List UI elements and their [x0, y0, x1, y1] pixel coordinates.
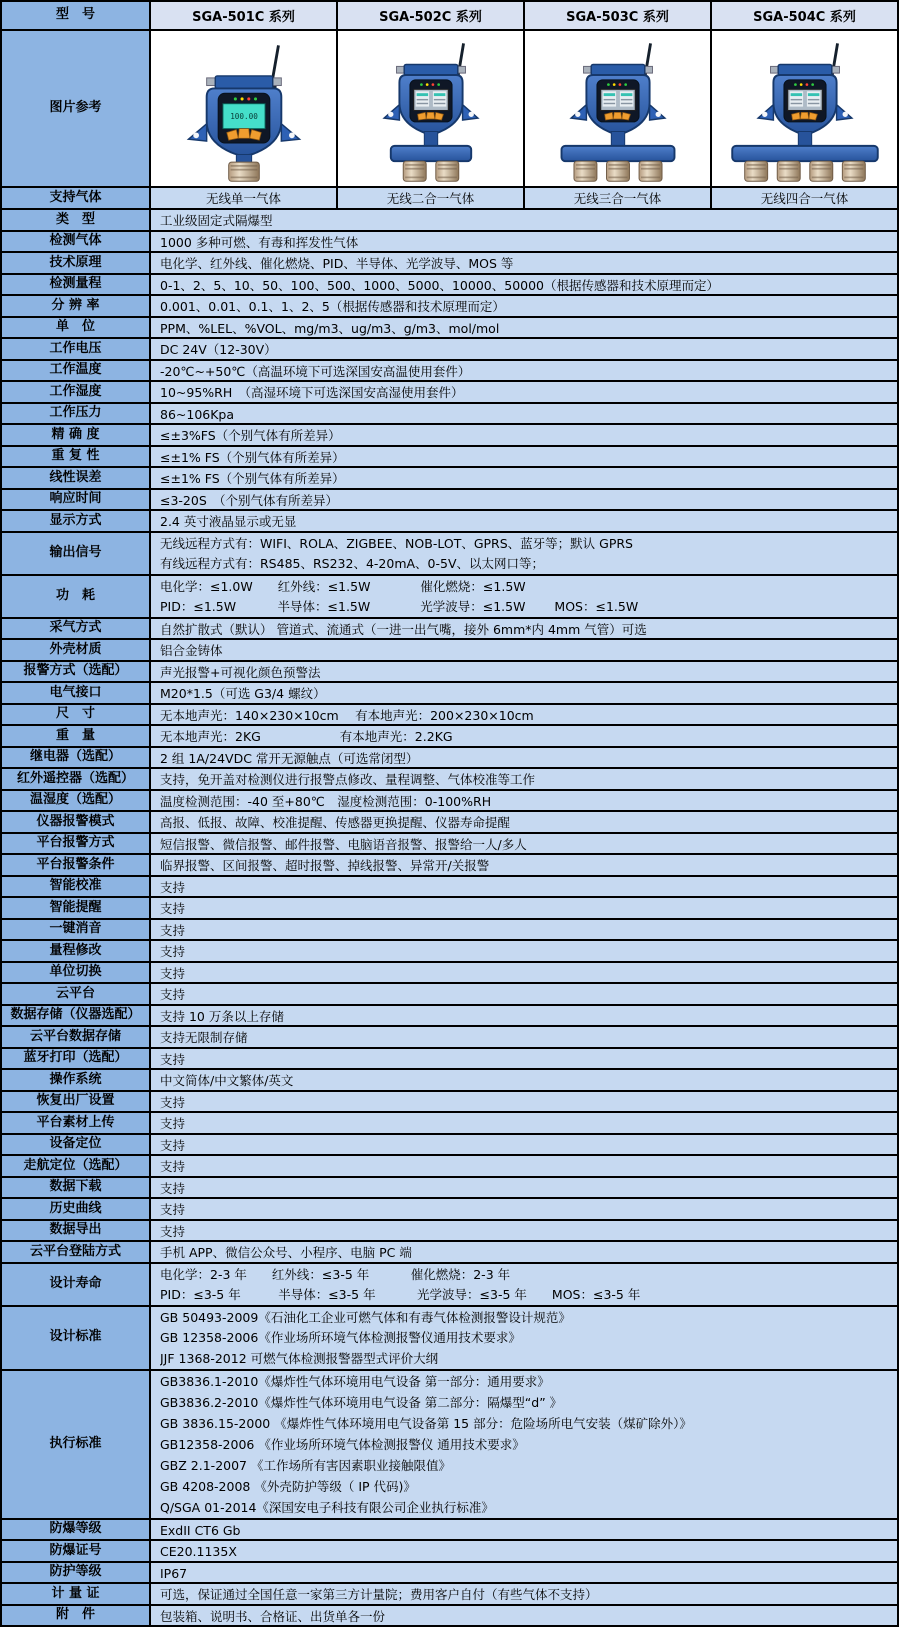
spec-row — [2, 662, 897, 684]
spec-row-value — [151, 769, 897, 789]
device-image-sga-501c — [151, 31, 338, 186]
spec-row-label: 报警方式（选配） — [2, 662, 151, 682]
spec-row — [2, 941, 897, 963]
spec-row — [2, 1178, 897, 1200]
gas-columns — [151, 188, 897, 208]
spec-value-line: 支持 — [160, 1135, 897, 1155]
spec-row-label: 量程修改 — [2, 941, 151, 961]
spec-row — [2, 1027, 897, 1049]
spec-value-line: 支持 — [160, 898, 897, 918]
spec-row-value — [151, 404, 897, 424]
spec-row — [2, 1584, 897, 1606]
spec-row-value — [151, 898, 897, 918]
spec-value-line: GB 50493-2009《石油化工企业可燃气体和有毒气体检测报警设计规范》 — [160, 1307, 897, 1328]
spec-row-value — [151, 1584, 897, 1604]
spec-value-line: 支持 — [160, 941, 897, 961]
spec-row — [2, 726, 897, 748]
spec-row — [2, 1070, 897, 1092]
spec-value-line: 临界报警、区间报警、超时报警、掉线报警、异常开/关报警 — [160, 855, 897, 875]
spec-value-line: ≤±3%FS（个别气体有所差异） — [160, 425, 897, 445]
spec-row-value — [151, 1092, 897, 1112]
spec-row-label: 数据导出 — [2, 1221, 151, 1241]
spec-row-label: 设计寿命 — [2, 1264, 151, 1305]
spec-row-label: 附 件 — [2, 1606, 151, 1626]
spec-row-label: 防爆证号 — [2, 1541, 151, 1561]
spec-row-value — [151, 1049, 897, 1069]
spec-rows-container — [2, 210, 897, 1627]
spec-value-line: PID：≤1.5W 半导体：≤1.5W 光学波导：≤1.5W MOS：≤1.5W — [160, 596, 897, 617]
spec-row-value — [151, 855, 897, 875]
spec-row-label: 平台素材上传 — [2, 1113, 151, 1133]
spec-row-value — [151, 726, 897, 746]
spec-value-line: ≤±1% FS（个别气体有所差异） — [160, 468, 897, 488]
spec-row-label: 温湿度（选配） — [2, 791, 151, 811]
spec-value-line: ExdII CT6 Gb — [160, 1520, 897, 1540]
spec-value-line: 包装箱、说明书、合格证、出货单各一份 — [160, 1606, 897, 1626]
spec-value-line: 中文简体/中文繁体/英文 — [160, 1070, 897, 1090]
spec-row-label: 工作温度 — [2, 361, 151, 381]
spec-row-label: 平台报警条件 — [2, 855, 151, 875]
spec-value-line: 支持 — [160, 984, 897, 1004]
device-columns — [151, 31, 897, 186]
spec-row — [2, 1006, 897, 1028]
spec-value-line: 手机 APP、微信公众号、小程序、电脑 PC 端 — [160, 1242, 897, 1262]
spec-row-value — [151, 1113, 897, 1133]
spec-value-line: M20*1.5（可选 G3/4 螺纹） — [160, 683, 897, 703]
spec-value-line: 1000 多种可燃、有毒和挥发性气体 — [160, 232, 897, 252]
spec-value-line: 支持，免开盖对检测仪进行报警点修改、量程调整、气体校准等工作 — [160, 769, 897, 789]
spec-row-label: 显示方式 — [2, 511, 151, 531]
spec-row — [2, 834, 897, 856]
spec-value-line: GB 4208-2008 《外壳防护等级（ IP 代码)》 — [160, 1476, 897, 1497]
spec-row-label: 工作湿度 — [2, 382, 151, 402]
header-model-label: 型 号 — [2, 2, 151, 29]
spec-value-line: 2 组 1A/24VDC 常开无源触点（可选常闭型） — [160, 748, 897, 768]
spec-value-line: 支持 — [160, 963, 897, 983]
spec-row-label: 类 型 — [2, 210, 151, 230]
spec-row — [2, 533, 897, 576]
spec-row-value — [151, 318, 897, 338]
spec-row — [2, 920, 897, 942]
spec-value-line: 支持 — [160, 920, 897, 940]
spec-row — [2, 963, 897, 985]
spec-row-label: 数据存储（仪器选配） — [2, 1006, 151, 1026]
spec-row-label: 分 辨 率 — [2, 296, 151, 316]
spec-value-line: JJF 1368-2012 可燃气体检测报警器型式评价大纲 — [160, 1348, 897, 1369]
spec-row-value — [151, 791, 897, 811]
spec-row — [2, 1264, 897, 1307]
spec-row-value — [151, 275, 897, 295]
spec-value-line: 电化学：2-3 年 红外线：≤3-5 年 催化燃烧：2-3 年 — [160, 1264, 897, 1285]
spec-row-value — [151, 1541, 897, 1561]
spec-row — [2, 490, 897, 512]
spec-row — [2, 404, 897, 426]
spec-row — [2, 855, 897, 877]
spec-row-label: 重 量 — [2, 726, 151, 746]
spec-row-value — [151, 920, 897, 940]
spec-value-line: 支持 — [160, 1199, 897, 1219]
spec-row — [2, 984, 897, 1006]
spec-row-value — [151, 941, 897, 961]
spec-row-value — [151, 425, 897, 445]
spec-row-value — [151, 1307, 897, 1369]
spec-value-line: GB3836.1-2010《爆炸性气体环境用电气设备 第一部分：通用要求》 — [160, 1371, 897, 1392]
spec-row-value — [151, 662, 897, 682]
spec-value-line: GBZ 2.1-2007 《工作场所有害因素职业接触限值》 — [160, 1455, 897, 1476]
spec-row — [2, 877, 897, 899]
spec-row-label: 一键消音 — [2, 920, 151, 940]
spec-row-label: 输出信号 — [2, 533, 151, 574]
spec-row-label: 智能校准 — [2, 877, 151, 897]
spec-row-value — [151, 1563, 897, 1583]
spec-row-label: 检测气体 — [2, 232, 151, 252]
spec-row-label: 设备定位 — [2, 1135, 151, 1155]
spec-value-line: 铝合金铸体 — [160, 640, 897, 660]
spec-value-line: ≤3-20S （个别气体有所差异） — [160, 490, 897, 510]
spec-row — [2, 382, 897, 404]
spec-value-line: 支持 — [160, 1156, 897, 1176]
spec-row — [2, 1606, 897, 1627]
spec-value-line: 2.4 英寸液晶显示或无显 — [160, 511, 897, 531]
spec-value-line: GB3836.2-2010《爆炸性气体环境用电气设备 第二部分：隔爆型“d” 》 — [160, 1392, 897, 1413]
model-header-4: SGA-504C 系列 — [712, 2, 897, 29]
gas-value-3: 无线三合一气体 — [525, 188, 712, 208]
spec-row-label: 功 耗 — [2, 576, 151, 617]
spec-row-value — [151, 1027, 897, 1047]
spec-row-value — [151, 511, 897, 531]
spec-row — [2, 576, 897, 619]
spec-row — [2, 511, 897, 533]
spec-row-value — [151, 253, 897, 273]
spec-row-label: 采气方式 — [2, 619, 151, 639]
spec-row-value — [151, 705, 897, 725]
spec-value-line: 支持 — [160, 877, 897, 897]
spec-row — [2, 1113, 897, 1135]
supported-gas-row — [2, 188, 897, 210]
spec-row — [2, 296, 897, 318]
spec-value-line: 支持 — [160, 1221, 897, 1241]
spec-row-label: 历史曲线 — [2, 1199, 151, 1219]
spec-value-line: 可选，保证通过全国任意一家第三方计量院；费用客户自付（有些气体不支持） — [160, 1584, 897, 1604]
spec-value-line: 短信报警、微信报警、邮件报警、电脑语音报警、报警给一人/多人 — [160, 834, 897, 854]
spec-row-value — [151, 468, 897, 488]
spec-row-label: 仪器报警模式 — [2, 812, 151, 832]
gas-value-2: 无线二合一气体 — [338, 188, 525, 208]
spec-row — [2, 1307, 897, 1371]
spec-value-line: 无线远程方式有：WIFI、ROLA、ZIGBEE、NOB-LOT、GPRS、蓝牙等；默认 GPRS — [160, 533, 897, 554]
spec-row — [2, 619, 897, 641]
spec-row-label: 工作电压 — [2, 339, 151, 359]
spec-value-line: 支持 — [160, 1092, 897, 1112]
spec-value-line: 电化学、红外线、催化燃烧、PID、半导体、光学波导、MOS 等 — [160, 253, 897, 273]
spec-row — [2, 1242, 897, 1264]
spec-row — [2, 361, 897, 383]
spec-row — [2, 275, 897, 297]
spec-row-value — [151, 361, 897, 381]
spec-row-label: 云平台登陆方式 — [2, 1242, 151, 1262]
spec-row-label: 线性误差 — [2, 468, 151, 488]
spec-row-value — [151, 748, 897, 768]
spec-row — [2, 1563, 897, 1585]
spec-row-value — [151, 834, 897, 854]
spec-row-value — [151, 683, 897, 703]
spec-row — [2, 232, 897, 254]
model-columns — [151, 2, 897, 29]
spec-value-line: Q/SGA 01-2014《深国安电子科技有限公司企业执行标准》 — [160, 1497, 897, 1518]
spec-row-value — [151, 1606, 897, 1626]
spec-row-label: 外壳材质 — [2, 640, 151, 660]
spec-row-value — [151, 339, 897, 359]
spec-row-value — [151, 1199, 897, 1219]
spec-row-value — [151, 210, 897, 230]
spec-row-value — [151, 382, 897, 402]
spec-row — [2, 640, 897, 662]
spec-value-line: 支持 — [160, 1178, 897, 1198]
spec-value-line: 10~95%RH （高湿环境下可选深国安高湿使用套件） — [160, 382, 897, 402]
spec-row-value — [151, 984, 897, 1004]
spec-row — [2, 1092, 897, 1114]
spec-value-line: 声光报警+可视化颜色预警法 — [160, 662, 897, 682]
spec-row-label: 重 复 性 — [2, 447, 151, 467]
spec-row — [2, 468, 897, 490]
model-header-3: SGA-503C 系列 — [525, 2, 712, 29]
spec-row-label: 响应时间 — [2, 490, 151, 510]
spec-row — [2, 748, 897, 770]
spec-row-label: 防护等级 — [2, 1563, 151, 1583]
spec-row-label: 红外遥控器（选配） — [2, 769, 151, 789]
spec-row-label: 单 位 — [2, 318, 151, 338]
spec-row — [2, 447, 897, 469]
spec-row — [2, 1199, 897, 1221]
model-header-1: SGA-501C 系列 — [151, 2, 338, 29]
spec-value-line: 0-1、2、5、10、50、100、500、1000、5000、10000、50000（根据传感器和技术原理而定） — [160, 275, 897, 295]
image-reference-row — [2, 31, 897, 188]
spec-row-label: 智能提醒 — [2, 898, 151, 918]
spec-row-label: 执行标准 — [2, 1371, 151, 1518]
spec-row-label: 数据下载 — [2, 1178, 151, 1198]
spec-value-line: 无本地声光：140×230×10cm 有本地声光：200×230×10cm — [160, 705, 897, 725]
spec-value-line: PID：≤3-5 年 半导体：≤3-5 年 光学波导：≤3-5 年 MOS：≤3-5 年 — [160, 1284, 897, 1305]
spec-row-value — [151, 1135, 897, 1155]
spec-value-line: 支持 10 万条以上存储 — [160, 1006, 897, 1026]
spec-row — [2, 253, 897, 275]
spec-value-line: 支持无限制存储 — [160, 1027, 897, 1047]
spec-row-value — [151, 1156, 897, 1176]
spec-value-line: 电化学：≤1.0W 红外线：≤1.5W 催化燃烧：≤1.5W — [160, 576, 897, 597]
spec-row-label: 恢复出厂设置 — [2, 1092, 151, 1112]
spec-row — [2, 1135, 897, 1157]
spec-row-value — [151, 1520, 897, 1540]
model-header-2: SGA-502C 系列 — [338, 2, 525, 29]
spec-row-value — [151, 963, 897, 983]
gas-row-label: 支持气体 — [2, 188, 151, 208]
spec-row-label: 操作系统 — [2, 1070, 151, 1090]
spec-value-line: 86~106Kpa — [160, 404, 897, 424]
spec-value-line: IP67 — [160, 1563, 897, 1583]
spec-row-value — [151, 619, 897, 639]
spec-row — [2, 1049, 897, 1071]
spec-value-line: GB 3836.15-2000 《爆炸性气体环境用电气设备第 15 部分：危险场所电气安装（煤矿除外）》 — [160, 1413, 897, 1434]
svg-text:100.00: 100.00 — [230, 112, 258, 121]
spec-row-label: 技术原理 — [2, 253, 151, 273]
spec-value-line: PPM、%LEL、%VOL、mg/m3、ug/m3、g/m3、mol/mol — [160, 318, 897, 338]
spec-row — [2, 318, 897, 340]
spec-row — [2, 339, 897, 361]
spec-row-label: 计 量 证 — [2, 1584, 151, 1604]
spec-value-line: ≤±1% FS（个别气体有所差异） — [160, 447, 897, 467]
spec-row — [2, 683, 897, 705]
spec-value-line: 自然扩散式（默认） 管道式、流通式（一进一出气嘴，接外 6mm*内 4mm 气管）可选 — [160, 619, 897, 639]
spec-row-value — [151, 490, 897, 510]
spec-row-label: 尺 寸 — [2, 705, 151, 725]
spec-value-line: 温度检测范围：-40 至+80℃ 湿度检测范围：0-100%RH — [160, 791, 897, 811]
spec-row-value — [151, 1264, 897, 1305]
spec-row-label: 平台报警方式 — [2, 834, 151, 854]
device-image-sga-504c — [712, 31, 897, 186]
spec-row-label: 继电器（选配） — [2, 748, 151, 768]
spec-row-value — [151, 1221, 897, 1241]
spec-row — [2, 898, 897, 920]
header-row — [2, 2, 897, 31]
spec-row-value — [151, 1178, 897, 1198]
spec-value-line: GB12358-2006 《作业场所环境气体检测报警仪 通用技术要求》 — [160, 1434, 897, 1455]
spec-row-label: 电气接口 — [2, 683, 151, 703]
spec-value-line: CE20.1135X — [160, 1541, 897, 1561]
spec-row — [2, 769, 897, 791]
spec-row-label: 检测量程 — [2, 275, 151, 295]
spec-value-line: DC 24V（12-30V） — [160, 339, 897, 359]
spec-row — [2, 1541, 897, 1563]
spec-row-value — [151, 812, 897, 832]
spec-row-value — [151, 533, 897, 574]
gas-value-4: 无线四合一气体 — [712, 188, 897, 208]
spec-row — [2, 1221, 897, 1243]
spec-row-value — [151, 232, 897, 252]
spec-row-label: 防爆等级 — [2, 1520, 151, 1540]
spec-value-line: GB 12358-2006《作业场所环境气体检测报警仪通用技术要求》 — [160, 1327, 897, 1348]
spec-row-label: 单位切换 — [2, 963, 151, 983]
spec-row-value — [151, 447, 897, 467]
spec-row — [2, 1156, 897, 1178]
spec-value-line: 无本地声光：2KG 有本地声光：2.2KG — [160, 726, 897, 746]
spec-row-value — [151, 296, 897, 316]
spec-row — [2, 1520, 897, 1542]
spec-row — [2, 812, 897, 834]
spec-value-line: 有线远程方式有：RS485、RS232、4-20mA、0-5V、以太网口等； — [160, 553, 897, 574]
spec-row-value — [151, 877, 897, 897]
image-row-label: 图片参考 — [2, 31, 151, 186]
spec-value-line: 工业级固定式隔爆型 — [160, 210, 897, 230]
spec-row — [2, 1371, 897, 1520]
spec-row — [2, 425, 897, 447]
spec-row-label: 蓝牙打印（选配） — [2, 1049, 151, 1069]
spec-row-value — [151, 1242, 897, 1262]
spec-row-value — [151, 1006, 897, 1026]
spec-value-line: 支持 — [160, 1049, 897, 1069]
spec-row — [2, 210, 897, 232]
spec-row-label: 精 确 度 — [2, 425, 151, 445]
spec-value-line: 高报、低报、故障、校准提醒、传感器更换提醒、仪器寿命提醒 — [160, 812, 897, 832]
spec-row-label: 云平台数据存储 — [2, 1027, 151, 1047]
spec-row — [2, 705, 897, 727]
spec-row-label: 云平台 — [2, 984, 151, 1004]
device-image-sga-503c — [525, 31, 712, 186]
spec-row — [2, 791, 897, 813]
spec-row-value — [151, 640, 897, 660]
spec-row-value — [151, 1371, 897, 1518]
spec-row-value — [151, 1070, 897, 1090]
spec-row-label: 设计标准 — [2, 1307, 151, 1369]
spec-row-label: 工作压力 — [2, 404, 151, 424]
gas-value-1: 无线单一气体 — [151, 188, 338, 208]
spec-value-line: 支持 — [160, 1113, 897, 1133]
device-image-sga-502c — [338, 31, 525, 186]
spec-value-line: 0.001、0.01、0.1、1、2、5（根据传感器和技术原理而定） — [160, 296, 897, 316]
spec-row-label: 走航定位（选配） — [2, 1156, 151, 1176]
spec-value-line: -20℃~+50℃（高温环境下可选深国安高温使用套件） — [160, 361, 897, 381]
spec-row-value — [151, 576, 897, 617]
